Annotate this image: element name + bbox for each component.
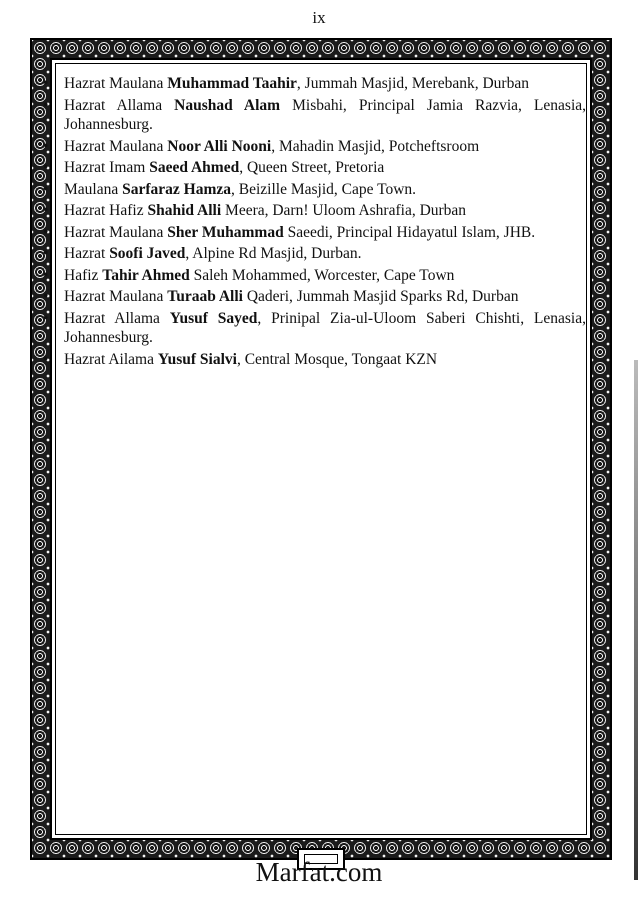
entry-details: Misbahi, Principal Jamia Razvia, Lenasia, Johannesburg. [64, 96, 586, 133]
entry-name: Yusuf Sayed [169, 309, 258, 327]
entry-details: , Queen Street, Pretoria [239, 159, 385, 176]
entry-details: , Jummah Masjid, Merebank, Durban [296, 75, 529, 92]
entry-name: Noor Alli Nooni [167, 137, 272, 155]
entry-name: Turaab Alli [167, 288, 243, 305]
list-item [42, 223, 586, 243]
bullet-icon: • [43, 309, 49, 327]
list-item [42, 137, 586, 157]
entry-title: Hazrat Allama [64, 96, 175, 114]
entry-details: , Mahadin Masjid, Potcheftsroom [271, 137, 480, 155]
entry-name: Soofi Javed [109, 245, 186, 262]
list-item [42, 158, 586, 178]
bullet-icon: • [43, 180, 49, 198]
entry-details: Meera, Darn! Uloom Ashrafia, Durban [221, 202, 467, 219]
bullet-icon: • [43, 350, 49, 368]
bullet-icon: • [43, 137, 49, 155]
list-item [42, 180, 586, 200]
entry-title: Hazrat Allama [64, 309, 170, 327]
entry-title: Hazrat Hafiz [64, 202, 148, 219]
watermark-footer: Marfat.com [255, 857, 383, 887]
entry-title: Hazrat Maulana [64, 223, 168, 241]
entry-title: Maulana [64, 180, 123, 198]
list-item [42, 201, 586, 221]
entry-title: Hazrat Ailama [64, 350, 158, 368]
entry-details: , Alpine Rd Masjid, Durban. [185, 245, 362, 262]
acknowledgement-list [42, 74, 586, 371]
bullet-icon: • [43, 266, 49, 284]
entry-name: Yusuf Sialvi [157, 350, 237, 368]
bullet-icon: • [43, 202, 49, 219]
page-number: ix [312, 8, 326, 27]
entry-title: Hazrat [64, 245, 110, 262]
entry-details: , Beizille Masjid, Cape Town. [231, 180, 417, 198]
entry-details: , Central Mosque, Tongaat KZN [236, 350, 438, 368]
entry-title: Hazrat Maulana [64, 288, 168, 305]
entry-name: Muhammad Taahir [167, 75, 297, 92]
list-item [42, 74, 586, 94]
bullet-icon: • [43, 223, 49, 241]
entry-name: Shahid Alli [147, 202, 222, 219]
list-item [42, 350, 586, 370]
entry-name: Sher Muhammad [167, 223, 284, 241]
bullet-icon: • [43, 245, 49, 262]
list-item [42, 287, 586, 307]
entry-name: Tahir Ahmed [102, 266, 190, 284]
bullet-icon: • [43, 159, 49, 176]
list-item [42, 96, 586, 135]
list-item [42, 244, 586, 264]
entry-details: , Prinipal Zia-ul-Uloom Saberi Chishti, Lenasia, Johannesburg. [64, 309, 586, 346]
entry-name: Sarfaraz Hamza [122, 180, 232, 198]
entry-details: Saleh Mohammed, Worcester, Cape Town [189, 266, 455, 284]
bullet-icon: • [43, 75, 49, 92]
entry-details: Qaderi, Jummah Masjid Sparks Rd, Durban [242, 288, 519, 305]
entry-name: Naushad Alam [174, 96, 281, 114]
list-item [42, 266, 586, 286]
list-item [42, 309, 586, 348]
bullet-icon: • [43, 96, 49, 114]
entry-title: Hazrat Imam [64, 159, 150, 176]
entry-details: Saeedi, Principal Hidayatul Islam, JHB. [283, 223, 536, 241]
entry-title: Hazrat Maulana [64, 75, 168, 92]
page-edge-shadow [634, 360, 638, 880]
entry-title: Hafiz [64, 266, 103, 284]
bullet-icon: • [43, 288, 49, 305]
entry-title: Hazrat Maulana [64, 137, 168, 155]
entry-name: Saeed Ahmed [149, 159, 240, 176]
